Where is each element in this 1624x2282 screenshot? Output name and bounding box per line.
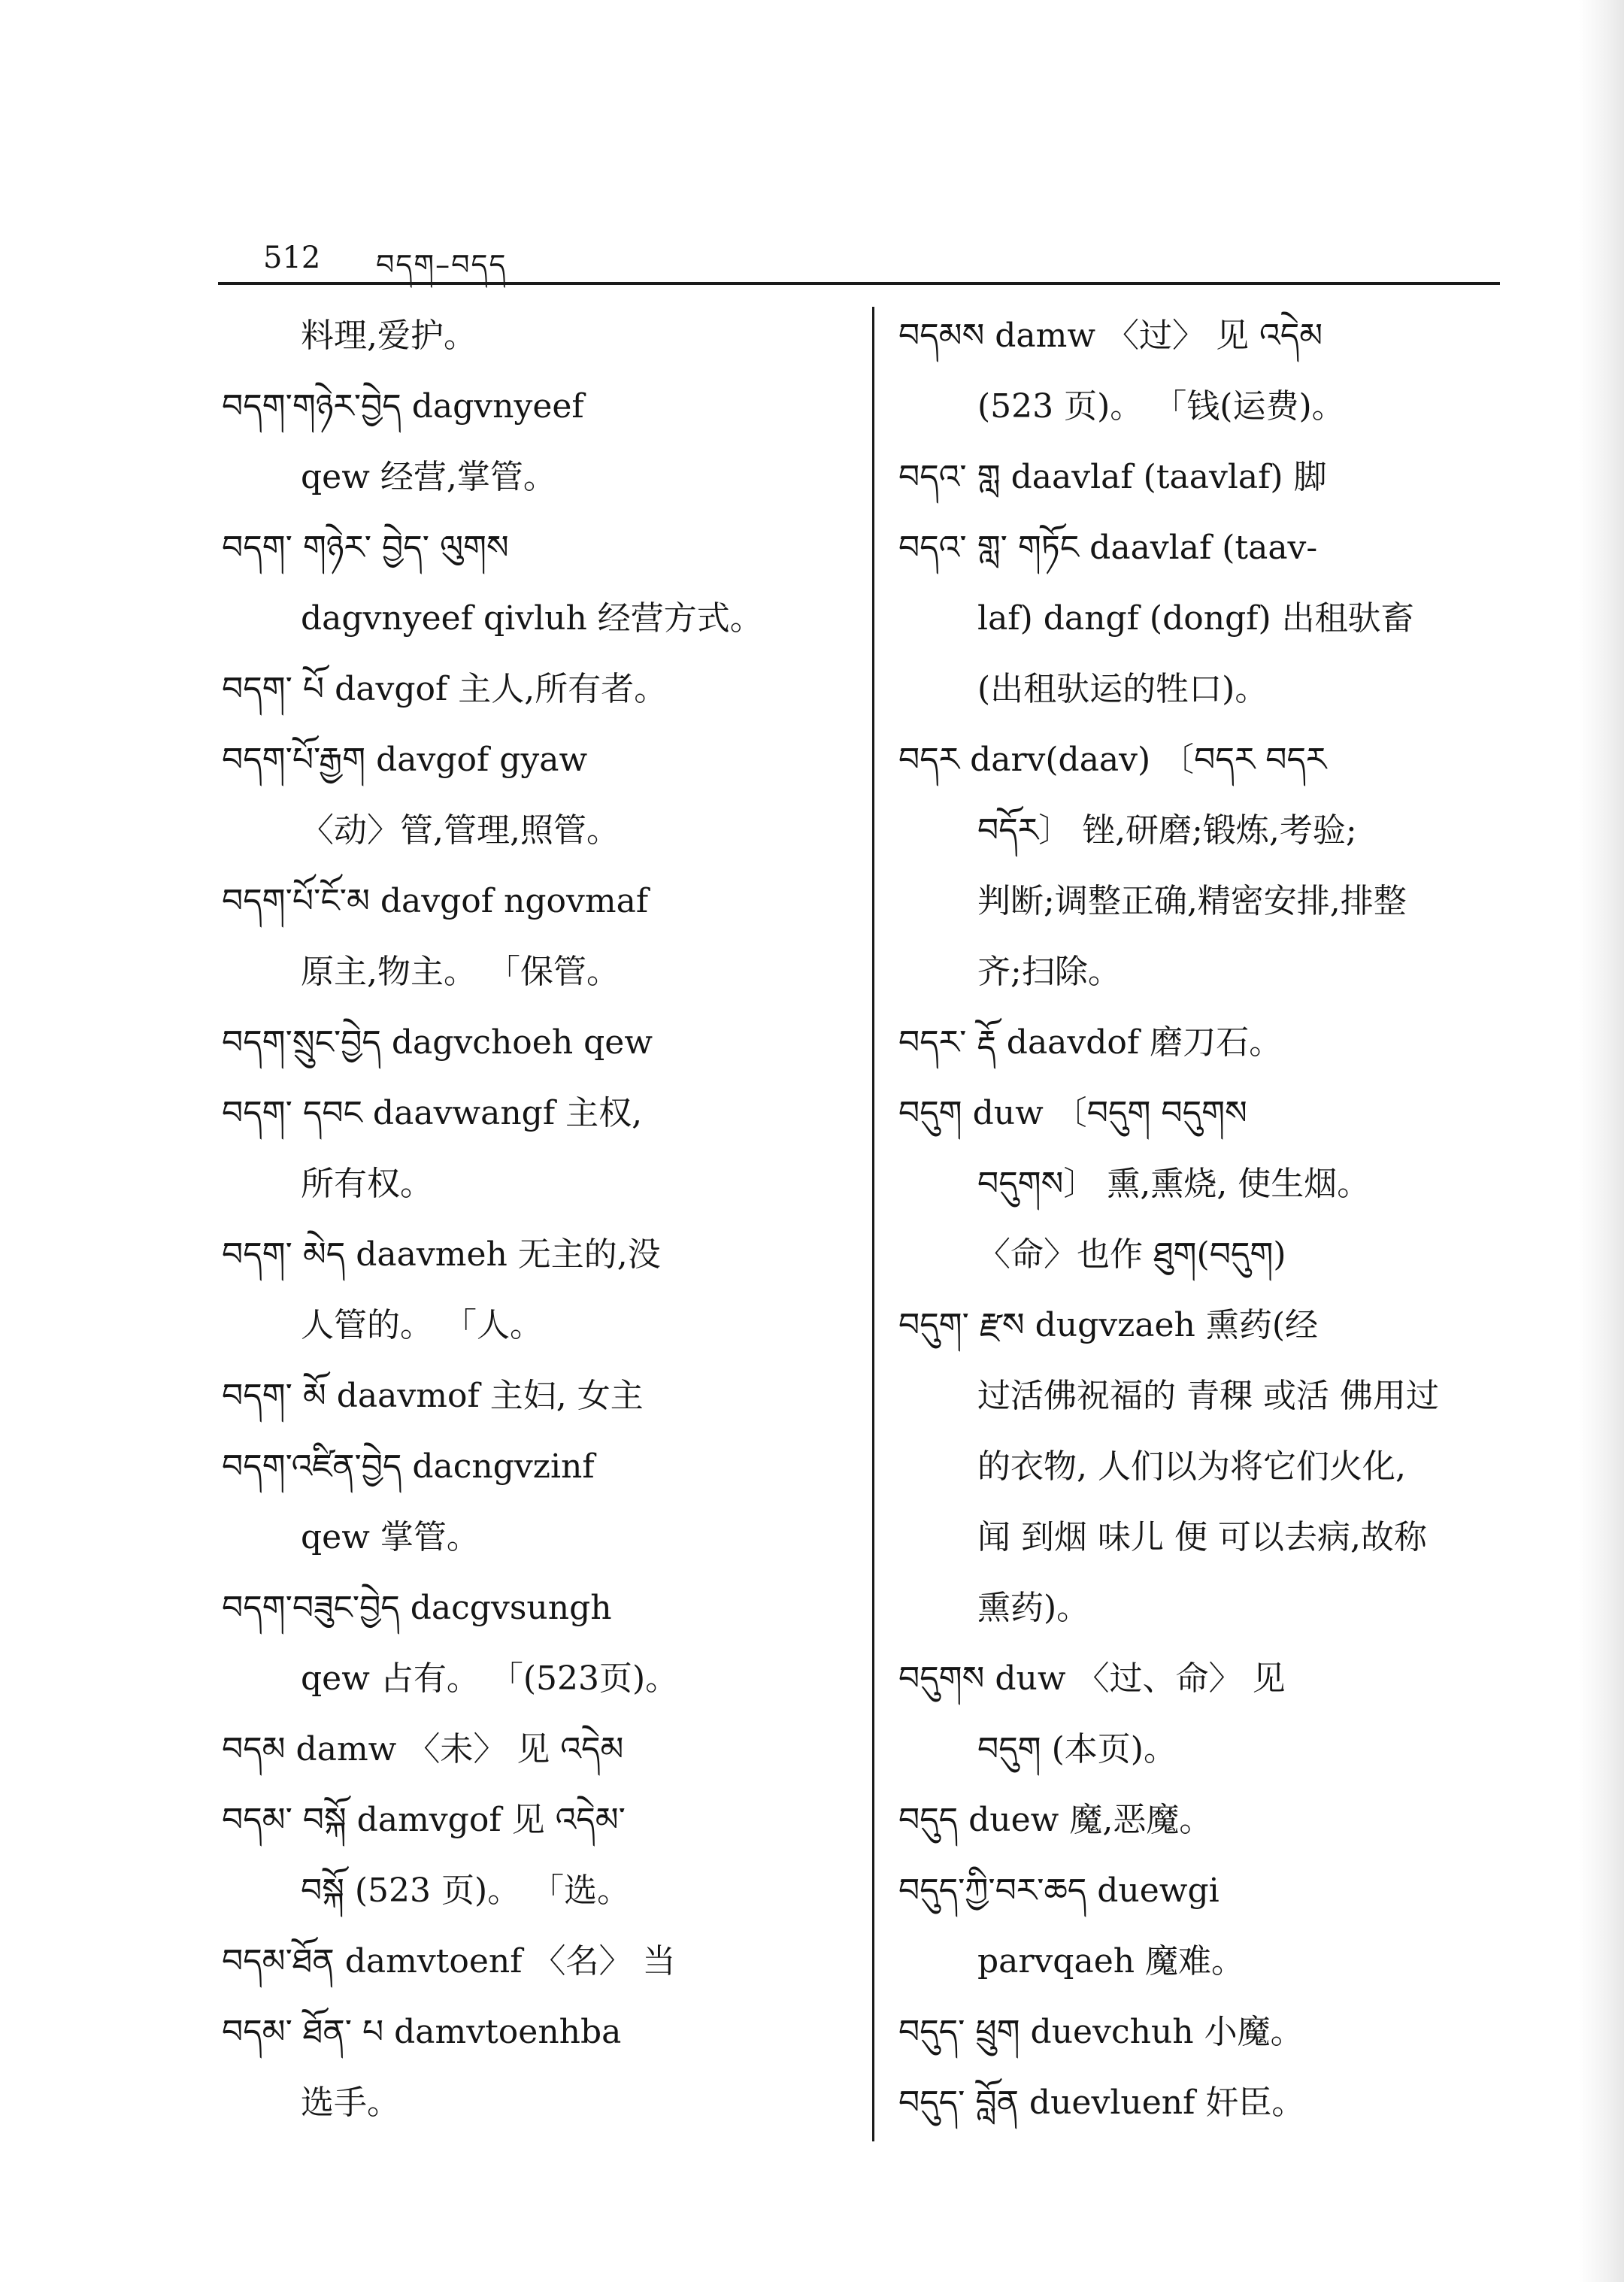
entry-line: བདུག (本页)。 <box>977 1730 1177 1768</box>
entry-line: 的衣物, 人们以为将它们火化, <box>977 1447 1406 1486</box>
entry-line: (523 页)。 「钱(运费)。 <box>977 387 1345 426</box>
entry-line: བདོར〕 锉,研磨;锻炼,考验; <box>977 811 1357 850</box>
entry-line: qew 占有。 「(523页)。 <box>301 1659 679 1698</box>
dictionary-entry <box>222 1573 853 1714</box>
entry-headline: བདུད་ཀྱི་བར་ཆད duewgi <box>898 1871 1220 1910</box>
page-edge <box>1579 0 1624 2282</box>
entry-headline: བདུག duw 〔བདུག བདུགས <box>898 1094 1247 1132</box>
dictionary-entry <box>222 1714 853 1785</box>
entry-line: dagvnyeef qivluh 经营方式。 <box>301 599 763 638</box>
entry-headline: བདམ་ ཐོན་ པ damvtoenhba <box>222 2013 622 2051</box>
entry-line: 〈命〉也作 ཐུག(བདུག) <box>977 1235 1286 1274</box>
dictionary-entry <box>898 1856 1515 1997</box>
entry-headline: བདག་ པོ davgof 主人,所有者。 <box>222 670 668 708</box>
entry-headline: བདག་ མེད daavmeh 无主的,没 <box>222 1235 661 1274</box>
entry-line: བདུགས〕 熏,熏烧, 使生烟。 <box>977 1165 1371 1203</box>
header-rule <box>218 282 1500 285</box>
dictionary-entry <box>222 654 853 725</box>
entry-headline: བདམ damw 〈未〉 见 འདེམ <box>222 1730 624 1768</box>
entry-headline: བདུད duew 魔,恶魔。 <box>898 1801 1213 1839</box>
dictionary-entry <box>898 725 1515 1008</box>
entry-headline: བདག་སྲུང་བྱེད dagvchoeh qew <box>222 1023 653 1062</box>
dictionary-entry <box>222 513 853 654</box>
dictionary-entry <box>222 1008 853 1078</box>
dictionary-entry <box>898 1078 1515 1290</box>
entry-line: 齐;扫除。 <box>977 953 1121 991</box>
dictionary-entry <box>222 1220 853 1361</box>
entry-line: 判断;调整正确,精密安排,排整 <box>977 882 1407 920</box>
dictionary-entry <box>898 1008 1515 1078</box>
dictionary-entry <box>222 1997 853 2138</box>
entry-headline: བདམས damw 〈过〉 见 འདེམ <box>898 317 1323 355</box>
entry-line: 人管的。 「人。 <box>301 1306 543 1344</box>
entry-headline: བདག་གཉེར་བྱེད dagvnyeef <box>222 387 584 426</box>
dictionary-entry <box>898 1997 1515 2068</box>
entry-headline: བདའ་ གླ་ གཏོང daavlaf (taav- <box>898 529 1318 567</box>
entry-line: 所有权。 <box>301 1165 433 1203</box>
dictionary-entry <box>222 1926 853 1997</box>
dictionary-entry <box>222 1078 853 1220</box>
entry-line: 过活佛祝福的 青稞 或活 佛用过 <box>977 1377 1439 1415</box>
entry-headline: བདག་པོ་ངོ་མ davgof ngovmaf <box>222 882 649 920</box>
dictionary-entry <box>898 513 1515 725</box>
dictionary-entry <box>222 1361 853 1432</box>
entry-line: laf) dangf (dongf) 出租驮畜 <box>977 599 1414 638</box>
entry-line: 原主,物主。 「保管。 <box>301 953 620 991</box>
entry-line: qew 掌管。 <box>301 1518 480 1556</box>
dictionary-entry <box>222 301 853 371</box>
entry-headline: བདག་པོ་རྒྱག davgof gyaw <box>222 741 588 779</box>
entry-headline: བདམ་ བསྐོ damvgof 见 འདེམ་ <box>222 1801 626 1839</box>
entry-line: qew 经营,掌管。 <box>301 458 556 496</box>
entry-line: 熏药)。 <box>977 1589 1090 1627</box>
column-divider <box>872 307 874 2141</box>
entry-headline: བདག་ དབང daavwangf 主权, <box>222 1094 643 1132</box>
entry-headline: བདར darv(daav) 〔བདར བདར <box>898 741 1327 779</box>
entry-line: 选手。 <box>301 2083 400 2122</box>
dictionary-entry <box>898 1785 1515 1856</box>
entry-headline: བདུགས duw 〈过、命〉 见 <box>898 1659 1286 1698</box>
dictionary-entry <box>222 866 853 1008</box>
entry-headline: བདའ་ གླ daavlaf (taavlaf) 脚 <box>898 458 1327 496</box>
entry-headline: བདམ་ཐོན damvtoenf 〈名〉 当 <box>222 1942 676 1980</box>
entry-headline: བདུག་ རྫས dugvzaeh 熏药(经 <box>898 1306 1319 1344</box>
entry-line: parvqaeh 魔难。 <box>977 1942 1245 1980</box>
left-column <box>222 301 853 2138</box>
dictionary-entry <box>898 442 1515 513</box>
entry-headline: བདག་ གཉེར་ བྱེད་ ལུགས <box>222 529 509 567</box>
entry-headline: བདག་བཟུང་བྱེད dacgvsungh <box>222 1589 612 1627</box>
dictionary-entry <box>898 2068 1515 2138</box>
entry-line: 闻 到烟 味儿 便 可以去病,故称 <box>977 1518 1427 1556</box>
dictionary-entry <box>222 371 853 513</box>
dictionary-entry <box>222 725 853 866</box>
entry-line: 〈动〉管,管理,照管。 <box>301 811 620 850</box>
dictionary-entry <box>222 1432 853 1573</box>
right-column <box>898 301 1515 2138</box>
dictionary-entry <box>222 1785 853 1926</box>
dictionary-entry <box>898 1644 1515 1785</box>
entry-line: (出租驮运的牲口)。 <box>977 670 1268 708</box>
entry-line: བསྐོ (523 页)。 「选。 <box>301 1871 631 1910</box>
page-number: 512 <box>263 241 321 275</box>
dictionary-entry <box>898 1290 1515 1644</box>
entry-headline: བདར་ རྡོ daavdof 磨刀石。 <box>898 1023 1283 1062</box>
entry-headline: བདག་འཛིན་བྱེད dacngvzinf <box>222 1447 595 1486</box>
running-header: བདག–བདད <box>376 248 508 281</box>
entry-headline: བདུད་ ཕྲུག duevchuh 小魔。 <box>898 2013 1304 2051</box>
entry-headline: བདུད་ བློན duevluenf 奸臣。 <box>898 2083 1305 2122</box>
entry-headline: བདག་ མོ daavmof 主妇, 女主 <box>222 1377 644 1415</box>
dictionary-entry <box>898 301 1515 442</box>
entry-headline: 料理,爱护。 <box>301 317 477 355</box>
